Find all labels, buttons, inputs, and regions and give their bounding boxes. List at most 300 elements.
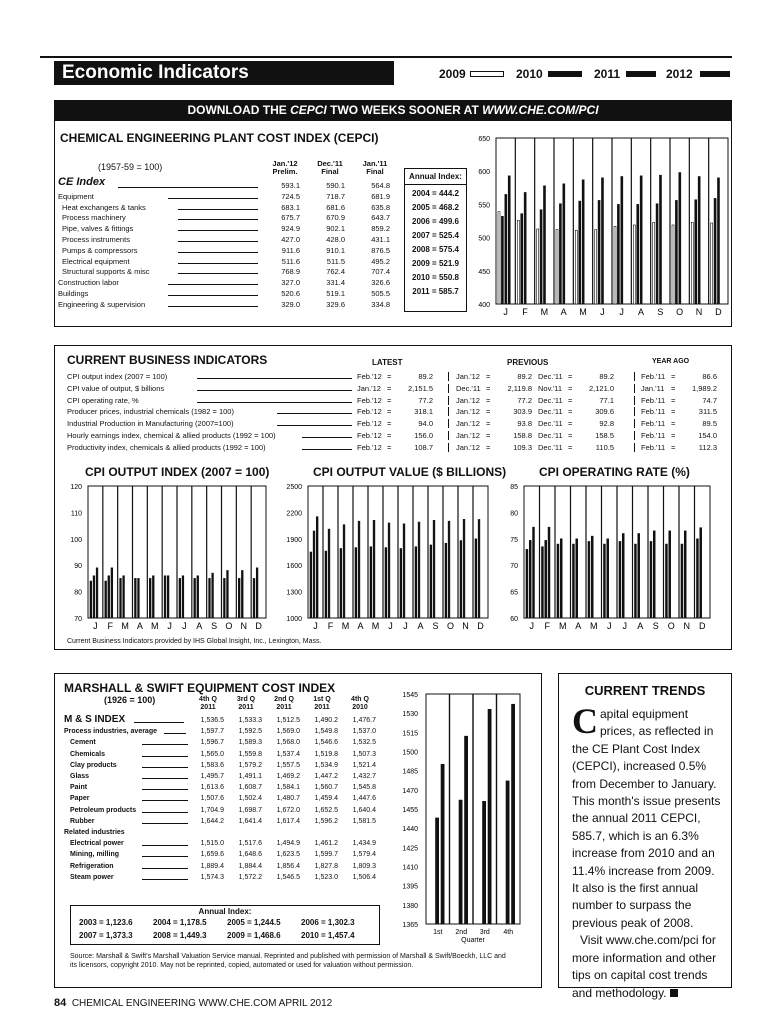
ms-row-label: Chemicals — [70, 750, 106, 758]
leader-line — [142, 789, 188, 790]
y-tick-label: 1530 — [402, 711, 418, 719]
cepci-row-label: Pumps & compressors — [62, 245, 138, 255]
leader-line — [142, 823, 188, 824]
ms-value: 1,884.4 — [238, 862, 262, 870]
ms-value: 1,533.3 — [238, 717, 262, 724]
ms-col-head-quarter: 4th Q — [199, 696, 217, 703]
ms-row — [64, 839, 384, 848]
x-tick-label: A — [637, 307, 645, 317]
leader-line — [142, 856, 188, 857]
bar-2010 — [619, 541, 621, 618]
cepci-annual-value: 2004 = 444.2 — [412, 189, 459, 198]
ms-value: 1,469.2 — [276, 773, 300, 780]
x-tick-label: O — [446, 621, 455, 631]
cpi-operating-rate-chart — [502, 478, 716, 638]
x-tick-label: J — [622, 621, 627, 631]
leader-line — [178, 230, 258, 231]
cepci-value: 326.6 — [371, 278, 390, 288]
ms-annual-value: 2006 = 1,302.3 — [301, 918, 355, 927]
cbi-period: Jan.'12 — [456, 372, 480, 381]
y-tick-label: 1545 — [402, 692, 418, 699]
bar-2011 — [123, 576, 125, 618]
cbi-period: Feb.'11 — [641, 372, 666, 381]
x-tick-label: J — [93, 621, 98, 631]
x-tick-label: 2nd — [455, 929, 468, 936]
ms-row — [64, 772, 384, 781]
cbi-separator — [634, 384, 635, 393]
cbi-period: Feb.'12 — [357, 395, 382, 405]
x-tick-label: O — [225, 621, 233, 631]
cepci-value: 681.9 — [371, 191, 390, 201]
y-tick-label: 2200 — [286, 510, 302, 518]
bar-2011 — [388, 523, 390, 618]
cbi-eq: = — [486, 419, 491, 429]
x-tick-label: S — [652, 621, 659, 631]
ms-row-label: Process industries, average — [64, 728, 157, 736]
cepci-base: (1957-59 = 100) — [98, 162, 163, 172]
ms-col-head — [190, 696, 226, 712]
bar-2010 — [179, 578, 181, 618]
cbi-value: 1,989.2 — [691, 383, 717, 393]
year-2012-label: 2012 — [666, 67, 693, 81]
year-2010-label: 2010 — [516, 67, 543, 81]
ms-col-head — [342, 696, 378, 712]
cbi-period: Feb.'12 — [357, 419, 382, 429]
cbi-period: Jan.'12 — [456, 442, 480, 452]
bar-2010 — [149, 578, 151, 618]
cbi-eq: = — [671, 395, 676, 405]
bar-2010 — [637, 204, 639, 304]
cepci-row-label: Pipe, valves & fittings — [62, 224, 134, 234]
cepci-value: 329.0 — [281, 299, 300, 309]
cbi-eq: = — [568, 407, 573, 417]
cbi-period: Dec.'11 — [538, 372, 563, 381]
y-tick-label: 1395 — [402, 883, 418, 891]
cepci-value: 902.1 — [326, 224, 345, 234]
x-tick-label: J — [503, 307, 508, 317]
cbi-eq: = — [671, 372, 676, 381]
bar-2010 — [460, 541, 462, 618]
cbi-eq: = — [568, 431, 573, 440]
ms-value: 1,495.7 — [200, 773, 224, 780]
ms-value: 1,532.5 — [352, 739, 376, 747]
cepci-value: 768.9 — [281, 267, 300, 277]
ms-value: 1,476.7 — [352, 717, 376, 724]
leader-line — [168, 306, 258, 307]
ms-row — [64, 806, 384, 815]
cbi-value: 77.2 — [418, 395, 433, 405]
cbi-separator — [634, 396, 635, 405]
ms-annual-value: 2007 = 1,373.3 — [79, 931, 133, 940]
ms-col-head-year: 2010 — [352, 704, 368, 711]
y-tick-label: 80 — [510, 510, 518, 518]
cbi-title: CURRENT BUSINESS INDICATORS — [67, 353, 268, 367]
leader-line — [178, 219, 258, 220]
bar-2010 — [385, 548, 387, 618]
cepci-annual-value: 2006 = 499.6 — [412, 217, 459, 226]
ms-value: 1,519.8 — [314, 750, 338, 758]
cbi-eq: = — [568, 383, 573, 393]
cepci-annual-value: 2007 = 525.4 — [412, 231, 459, 240]
bar-2011 — [182, 576, 184, 618]
ms-value: 1,507.6 — [200, 795, 224, 803]
ms-value: 1,432.7 — [352, 773, 376, 780]
ms-value: 1,856.4 — [276, 862, 300, 870]
ms-value: 1,447.6 — [352, 795, 376, 803]
cbi-period: Feb.'11 — [641, 395, 666, 405]
ms-value: 1,589.3 — [238, 739, 262, 747]
cbi-value: 318.1 — [414, 407, 433, 417]
cepci-col-head-period: Jan.'11 — [362, 159, 388, 168]
bar-2011 — [197, 576, 199, 618]
cepci-value: 707.4 — [371, 267, 390, 277]
cbi-period: Jan.'11 — [641, 383, 665, 393]
ms-value: 1,515.0 — [200, 840, 224, 848]
cepci-value: 724.5 — [281, 191, 300, 201]
x-tick-label: N — [462, 621, 469, 631]
x-tick-label: M — [579, 307, 587, 317]
bar-2012 — [111, 568, 113, 618]
bar-2011 — [698, 177, 700, 304]
cbi-period: Jan.'12 — [357, 383, 381, 393]
cepci-value: 718.7 — [326, 191, 345, 201]
cepci-row — [58, 235, 398, 244]
ms-value: 1,574.3 — [200, 873, 224, 881]
x-tick-label: D — [477, 621, 484, 631]
cbi-period: Feb.'12 — [357, 372, 382, 381]
ms-value: 1,597.7 — [200, 728, 224, 736]
cepci-value: 495.2 — [371, 256, 390, 266]
cbi-period: Nov.'11 — [538, 383, 563, 393]
ms-value: 1,579.4 — [352, 851, 376, 859]
y-tick-label: 1300 — [286, 589, 302, 597]
leader-line — [302, 437, 352, 438]
y-tick-label: 75 — [510, 536, 518, 544]
cepci-col-head-status: Prelim. — [272, 167, 298, 176]
y-tick-label: 1515 — [402, 730, 418, 738]
x-tick-label: A — [417, 621, 424, 631]
ms-annual-value: 2005 = 1,244.5 — [227, 918, 281, 927]
leader-line — [134, 722, 184, 723]
bar-2011 — [256, 568, 258, 618]
cepci-value: 511.6 — [281, 256, 300, 266]
ms-value: 1,827.8 — [314, 862, 338, 870]
ms-value: 1,546.6 — [314, 739, 338, 747]
cepci-value: 511.5 — [326, 256, 345, 266]
ms-col-head — [228, 696, 264, 712]
bar-2009 — [633, 225, 635, 304]
bar-2010 — [521, 214, 523, 304]
ms-col-head-quarter: 3rd Q — [236, 696, 256, 703]
ms-annual-title: Annual Index: — [198, 907, 252, 916]
cbi-row-label: Producer prices, industrial chemicals (1982 = 100) — [67, 407, 234, 417]
cepci-value: 564.8 — [371, 181, 390, 190]
y-tick-label: 2500 — [286, 484, 302, 491]
bar-2010 — [310, 552, 312, 618]
x-tick-label: A — [575, 621, 582, 631]
bar-2010 — [695, 200, 697, 304]
x-tick-label: A — [196, 621, 203, 631]
cbi-period: Feb.'12 — [357, 442, 382, 452]
bar-2011 — [669, 531, 671, 618]
bar-2011 — [418, 522, 420, 618]
y-tick-label: 1000 — [286, 616, 302, 623]
bar-2010 — [135, 578, 137, 618]
cepci-row-label: Structural supports & misc — [62, 267, 150, 277]
cepci-row — [58, 257, 398, 266]
cepci-value: 910.1 — [326, 245, 345, 255]
year-2009-label: 2009 — [439, 67, 466, 81]
bar-2009 — [711, 223, 713, 304]
x-tick-label: J — [607, 621, 612, 631]
bar-2011 — [529, 540, 531, 618]
x-tick-label: O — [676, 307, 684, 317]
bar-2009 — [575, 230, 577, 304]
bar-2010 — [604, 544, 606, 618]
leader-line — [168, 295, 258, 296]
cbi-separator — [634, 419, 635, 428]
ms-row-label: Paint — [70, 784, 88, 792]
ms-row-label: Cement — [70, 739, 96, 747]
bar-2011 — [403, 524, 405, 618]
ms-value: 1,608.7 — [238, 784, 262, 792]
y-tick-label: 600 — [478, 169, 490, 177]
cepci-column-heads — [265, 160, 400, 180]
cbi-row-label: CPI output index (2007 = 100) — [67, 372, 168, 381]
ms-col-head-year: 2011 — [238, 704, 254, 711]
cepci-row — [58, 213, 398, 222]
ms-value: 1,459.4 — [314, 795, 338, 803]
cbi-eq: = — [671, 442, 676, 452]
bar-2010 — [120, 578, 122, 618]
cbi-value: 92.8 — [599, 419, 614, 429]
ms-annual-value: 2008 = 1,449.3 — [153, 931, 207, 940]
x-tick-label: S — [657, 307, 664, 317]
ms-col-head-quarter: 4th Q — [351, 696, 369, 703]
leader-line — [164, 733, 186, 734]
bar-2011 — [601, 178, 603, 304]
ms-value: 1,560.7 — [314, 784, 338, 792]
bar-2010 — [475, 539, 477, 618]
y-tick-label: 1600 — [286, 563, 302, 571]
bar-2010 — [355, 548, 357, 618]
bar-2010 — [483, 801, 486, 924]
cepci-row — [58, 278, 398, 287]
ms-value: 1,506.4 — [352, 873, 376, 881]
y-tick-label: 100 — [70, 536, 82, 544]
cepci-value: 505.5 — [371, 289, 390, 298]
bar-2011 — [343, 525, 345, 618]
bar-2011 — [607, 539, 609, 618]
cbi-value: 77.2 — [517, 395, 532, 405]
ms-row — [64, 727, 384, 736]
cbi-eq: = — [486, 372, 491, 381]
section-title: Economic Indicators — [54, 61, 394, 85]
cbi-previous-head: PREVIOUS — [507, 358, 549, 367]
ms-col-head-year: 2011 — [276, 704, 292, 711]
ms-row-label: Glass — [70, 773, 90, 780]
cbi-value: 94.0 — [418, 419, 433, 429]
ms-value: 1,698.7 — [238, 806, 262, 814]
cbi-row — [67, 407, 727, 416]
cepci-row — [58, 300, 398, 309]
cbi-value: 86.6 — [702, 372, 717, 381]
bar-2010 — [617, 204, 619, 304]
cepci-row-label: Heat exchangers & tanks — [62, 202, 146, 212]
cepci-value: 859.2 — [371, 224, 390, 234]
cbi-separator — [448, 419, 449, 428]
bar-2011 — [463, 519, 465, 618]
cbi-period: Feb.'11 — [641, 442, 666, 452]
cepci-value: 427.0 — [281, 235, 300, 244]
x-tick-label: M — [540, 307, 549, 317]
x-tick-label: N — [683, 621, 690, 631]
bar-2011 — [358, 521, 360, 618]
y-tick-label: 120 — [70, 484, 82, 491]
bar-2010 — [430, 545, 432, 618]
y-tick-label: 1365 — [402, 922, 418, 929]
bar-2012 — [508, 176, 510, 304]
bar-2009 — [556, 230, 558, 304]
cbi-value: 158.8 — [513, 431, 532, 440]
cbi-value: 156.0 — [414, 431, 433, 440]
cepci-chart — [470, 130, 732, 320]
leader-line — [142, 744, 188, 745]
leader-line — [142, 879, 188, 880]
ms-value: 1,652.5 — [314, 806, 338, 814]
bar-2009 — [672, 225, 674, 304]
cbi-value: 2,119.8 — [507, 383, 532, 393]
cbi-row-label: Hourly earnings index, chemical & allied products (1992 = 100) — [67, 431, 276, 440]
y-tick-label: 1455 — [402, 807, 418, 814]
ms-value: 1,599.7 — [314, 851, 338, 859]
ms-value: 1,581.5 — [352, 817, 376, 825]
year-2011-label: 2011 — [594, 67, 621, 81]
year-2010-swatch — [548, 71, 582, 77]
ms-value: 1,559.8 — [238, 750, 262, 758]
ms-value: 1,641.4 — [238, 817, 262, 825]
cbi-value: 303.9 — [513, 407, 532, 417]
y-tick-label: 450 — [478, 268, 490, 276]
leader-line — [168, 284, 258, 285]
ms-row-label: Clay products — [70, 761, 117, 769]
cepci-col-head — [310, 160, 350, 176]
year-2011-swatch — [626, 71, 656, 77]
cbi-value: 89.2 — [517, 372, 532, 381]
cpi-output-index-chart — [56, 478, 274, 638]
cepci-value: 681.6 — [326, 202, 345, 212]
y-tick-label: 650 — [478, 136, 490, 143]
x-tick-label: M — [121, 621, 129, 631]
x-tick-label: F — [107, 621, 113, 631]
bar-2010 — [540, 210, 542, 304]
ms-title: MARSHALL & SWIFT EQUIPMENT COST INDEX — [64, 681, 336, 695]
trends-title: CURRENT TRENDS — [584, 683, 706, 698]
cbi-value: 311.5 — [698, 407, 717, 417]
bar-2009 — [691, 222, 693, 304]
bar-2011 — [313, 531, 315, 618]
cbi-eq: = — [671, 383, 676, 393]
cepci-row — [58, 224, 398, 233]
x-tick-label: F — [522, 307, 528, 317]
bar-2010 — [598, 200, 600, 304]
bar-2010 — [238, 578, 240, 618]
x-tick-label: M — [559, 621, 567, 631]
bar-2010 — [340, 548, 342, 618]
cepci-value: 431.1 — [371, 235, 390, 244]
bar-2010 — [194, 578, 196, 618]
ms-value: 1,889.4 — [200, 862, 224, 870]
cepci-value: 675.7 — [281, 213, 300, 223]
ms-value: 1,507.3 — [352, 750, 376, 758]
cbi-eq: = — [671, 407, 676, 417]
bar-2010 — [436, 818, 439, 924]
bar-2009 — [517, 220, 519, 304]
cbi-eq: = — [486, 395, 491, 405]
ms-annual-value: 2010 = 1,457.4 — [301, 931, 355, 940]
ms-col-head — [266, 696, 302, 712]
x-tick-label: F — [327, 621, 334, 631]
ms-row-label: Petroleum products — [70, 806, 137, 814]
ms-annual-value: 2003 = 1,123.6 — [79, 918, 133, 927]
x-tick-label: S — [211, 621, 218, 631]
ms-value: 1,672.0 — [276, 806, 300, 814]
trends-paragraph-2: Visit www.che.com/pci for more information and other tips on capital cost trends and methodology. — [572, 933, 717, 1000]
cbi-row-label: Industrial Production in Manufacturing (2007=100) — [67, 419, 234, 429]
cpi-output-value-title: CPI OUTPUT VALUE ($ BILLIONS) — [313, 465, 507, 479]
cbi-value: 309.6 — [595, 407, 614, 417]
ms-annual-value: 2009 = 1,468.6 — [227, 931, 281, 940]
ms-value: 1,644.2 — [200, 817, 224, 825]
ms-value: 1,640.4 — [352, 806, 376, 814]
cepci-col-head-status: Final — [366, 167, 384, 176]
cepci-value: 635.8 — [371, 202, 390, 212]
ms-col-head-year: 2011 — [200, 704, 216, 711]
bar-2010 — [588, 541, 590, 618]
cbi-eq: = — [568, 372, 573, 381]
cbi-value: 93.8 — [517, 419, 532, 429]
x-tick-label: A — [560, 307, 567, 317]
ms-value: 1,447.2 — [314, 773, 338, 780]
cepci-value: 876.5 — [371, 245, 390, 255]
ms-value: 1,623.5 — [276, 851, 300, 859]
y-tick-label: 85 — [510, 484, 518, 491]
x-tick-label: J — [619, 307, 624, 317]
ms-value: 1,434.9 — [352, 840, 376, 848]
cepci-value: 924.9 — [281, 224, 300, 234]
ms-row-label: Steam power — [70, 873, 114, 881]
bar-2012 — [533, 527, 535, 618]
leader-line — [178, 241, 258, 242]
ms-row — [64, 817, 384, 826]
ms-row — [64, 873, 384, 882]
top-rule — [40, 56, 732, 58]
cepci-value: 670.9 — [326, 213, 345, 223]
cbi-period: Dec.'11 — [538, 431, 563, 440]
x-tick-label: N — [240, 621, 247, 631]
x-tick-label: J — [167, 621, 172, 631]
cbi-separator — [448, 372, 449, 381]
x-tick-label: D — [255, 621, 262, 631]
ms-value: 1,584.1 — [276, 784, 300, 792]
bar-2011 — [543, 186, 545, 304]
bar-2010 — [526, 549, 528, 618]
bar-2010 — [666, 544, 668, 618]
cbi-separator — [634, 443, 635, 452]
cbi-value: 2,121.0 — [588, 383, 614, 393]
cbi-eq: = — [387, 407, 392, 417]
leader-line — [178, 263, 258, 264]
